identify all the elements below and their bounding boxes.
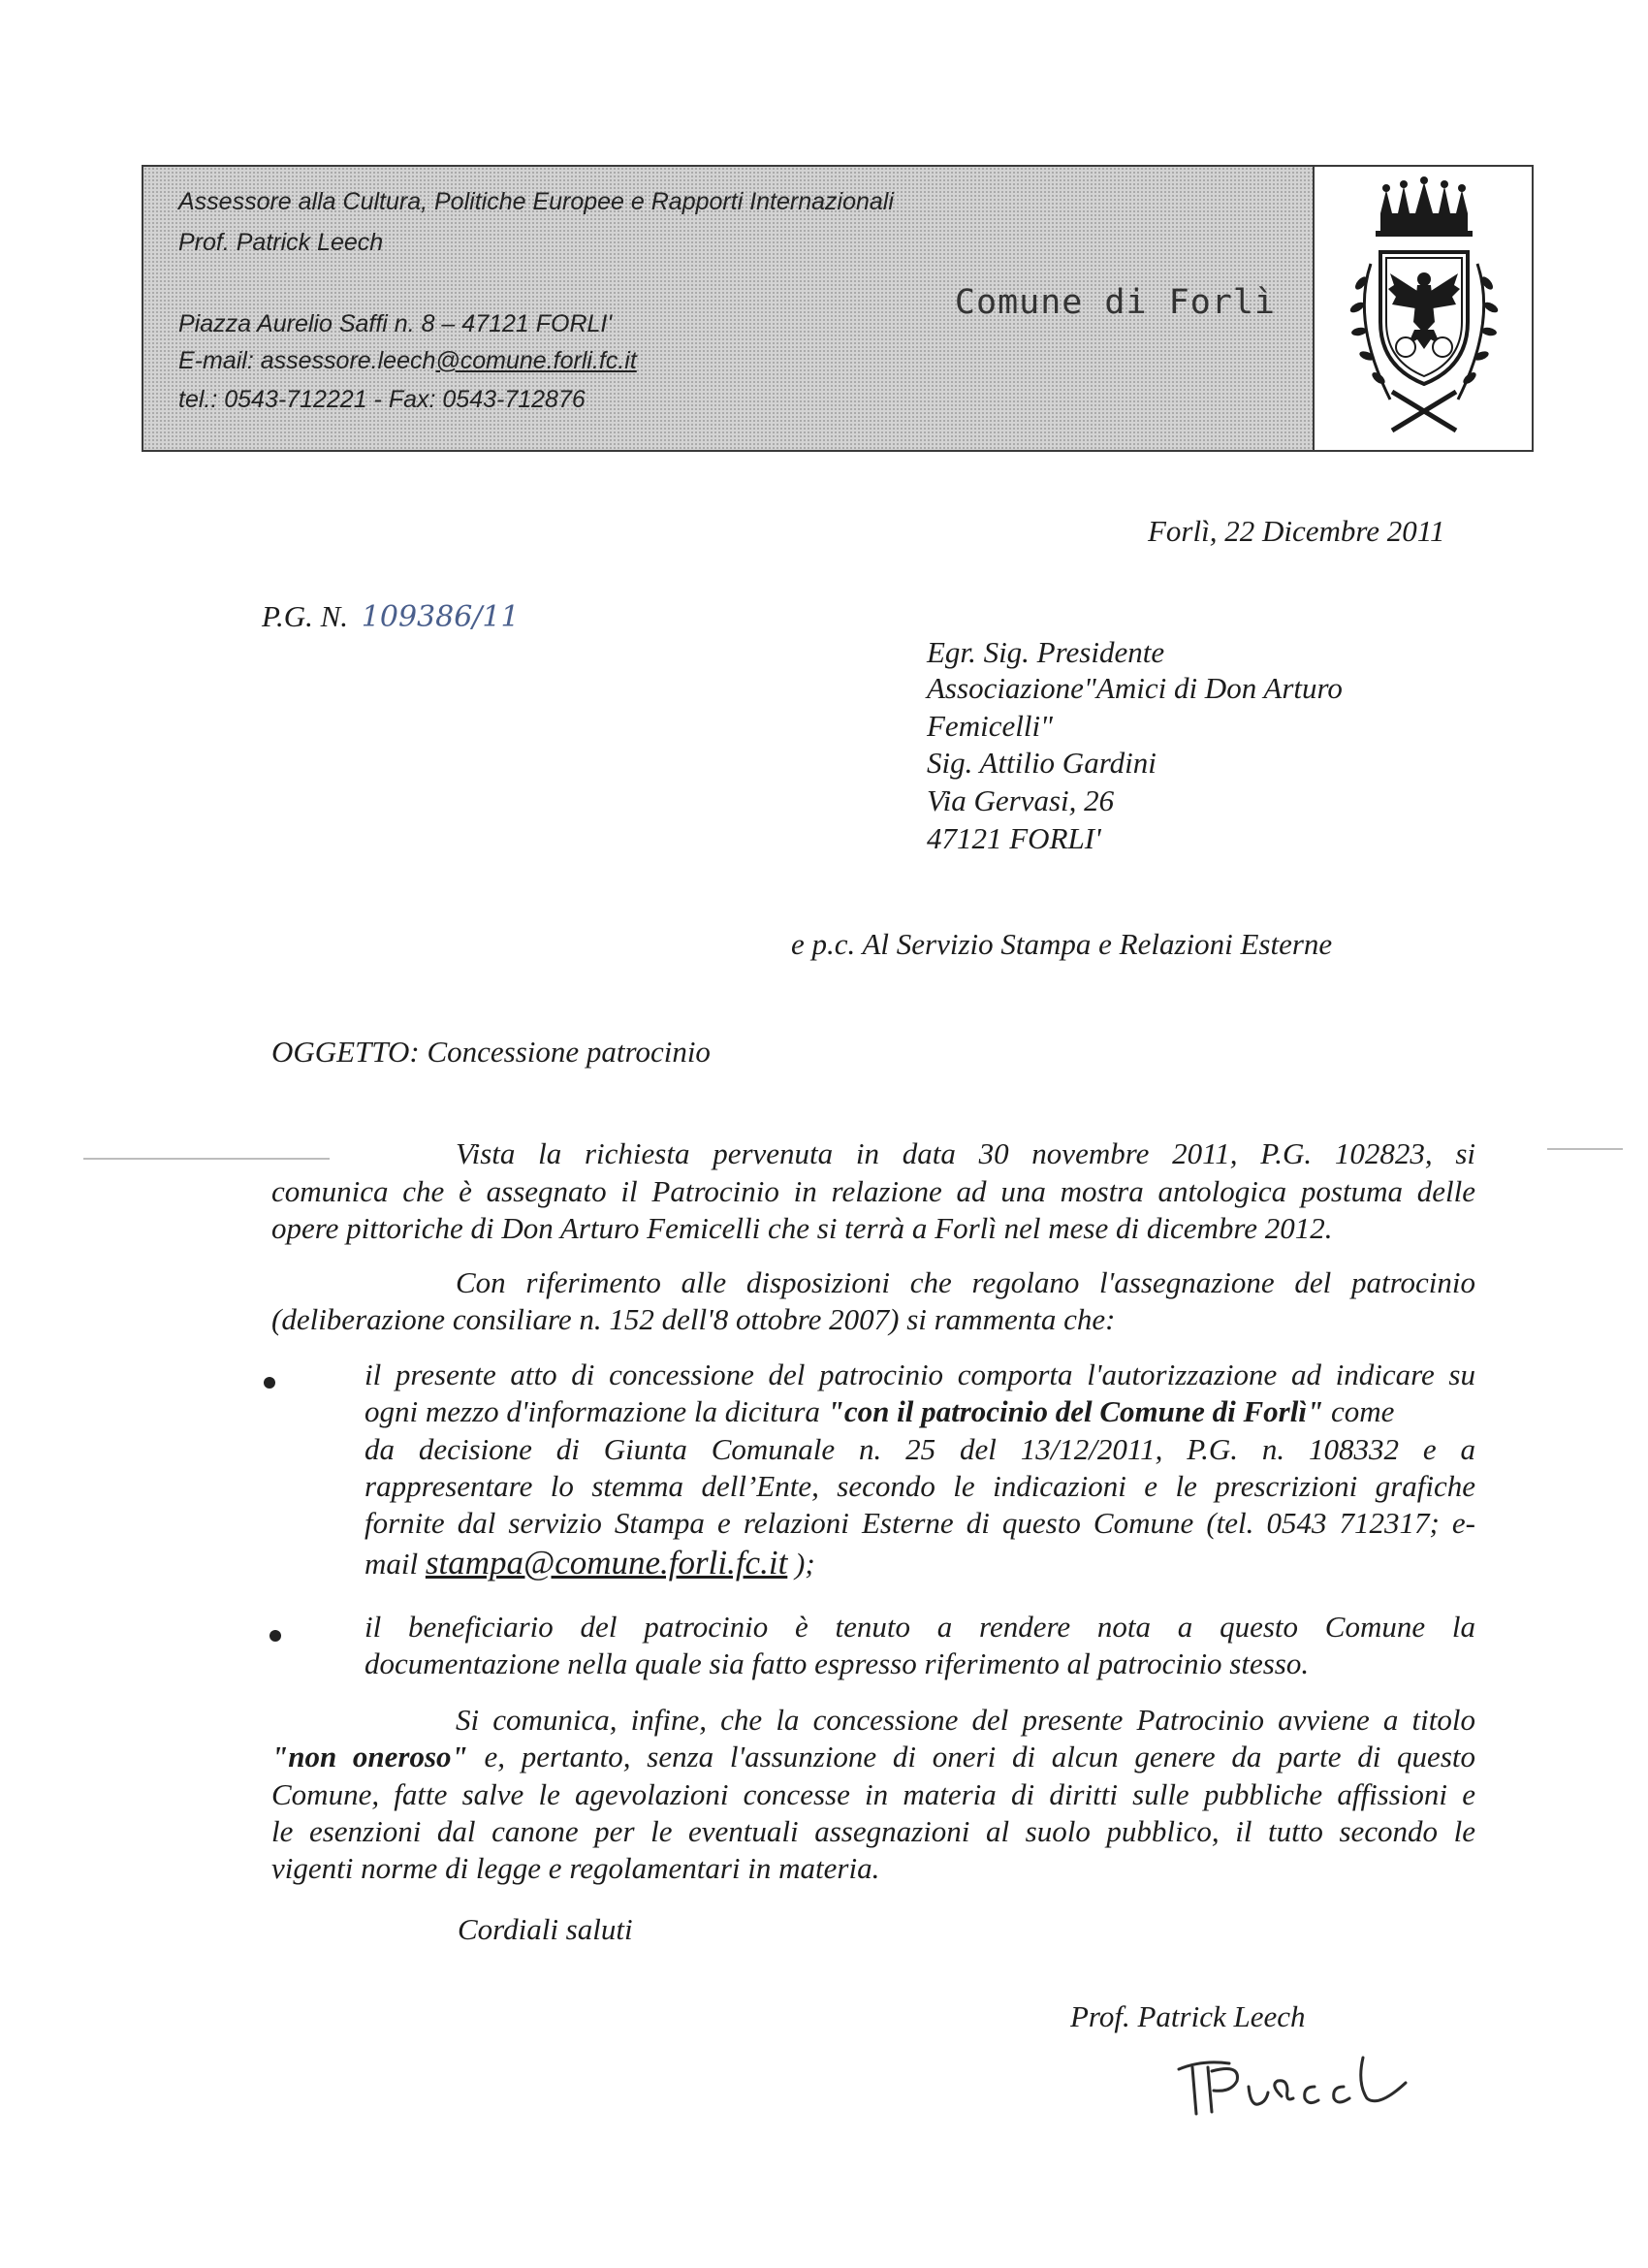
bullet1-line-2: ogni mezzo d'informazione la dicitura "con il patrocinio del Comune di Forlì" come (364, 1394, 1395, 1428)
protocol-label: P.G. N. (262, 599, 349, 633)
recipient-line-3: Femicelli" (927, 709, 1054, 743)
bullet1-line-3: da decisione di Giunta Comunale n. 25 del 13/12/2011, P.G. n. 108332 e a (364, 1432, 1475, 1466)
para3-line-5: vigenti norme di legge e regolamentari in materia. (271, 1851, 880, 1885)
scan-mark-left (83, 1158, 330, 1160)
patronage-phrase: "con il patrocinio del Comune di Forlì" (827, 1394, 1324, 1428)
office-address: Piazza Aurelio Saffi n. 8 – 47121 FORLI' (178, 310, 613, 337)
office-phone: tel.: 0543-712221 - Fax: 0543-712876 (178, 386, 586, 413)
para3-line-2: "non oneroso" e, pertanto, senza l'assunzione di oneri di alcun genere da parte di questo (271, 1740, 1475, 1773)
scan-mark-right (1547, 1148, 1623, 1150)
signature-image (1173, 2048, 1425, 2125)
bullet-1-marker (264, 1377, 275, 1389)
para1-line-2: comunica che è assegnato il Patrocinio in relazione ad una mostra antologica postuma delle (271, 1174, 1475, 1208)
letter-date: Forlì, 22 Dicembre 2011 (1148, 514, 1445, 548)
recipient-line-6: 47121 FORLI' (927, 821, 1101, 855)
coat-of-arms-icon (1322, 176, 1526, 444)
para2-line-1: Con riferimento alle disposizioni che regolano l'assegnazione del patrocinio (456, 1265, 1475, 1299)
recipient-line-1: Egr. Sig. Presidente (927, 635, 1165, 669)
bullet1-line-6: mail stampa@comune.forli.fc.it ); (364, 1544, 815, 1581)
bullet1-line-1: il presente atto di concessione del patrocinio comporta l'autorizzazione ad indicare su (364, 1358, 1475, 1391)
closing-salutation: Cordiali saluti (458, 1912, 633, 1946)
recipient-line-4: Sig. Attilio Gardini (927, 746, 1157, 780)
bullet1-line-4: rappresentare lo stemma dell’Ente, secondo le indicazioni e le prescrizioni grafiche (364, 1469, 1475, 1503)
recipient-line-2: Associazione"Amici di Don Arturo (927, 671, 1343, 705)
recipient-line-5: Via Gervasi, 26 (927, 783, 1115, 817)
bullet2-line-2: documentazione nella quale sia fatto espresso riferimento al patrocinio stesso. (364, 1646, 1310, 1680)
para3-line-3: Comune, fatte salve le agevolazioni concesse in materia di diritti sulle pubbliche affissioni e (271, 1777, 1475, 1811)
press-email-link[interactable]: stampa@comune.forli.fc.it (425, 1544, 788, 1581)
letterhead (142, 165, 1534, 452)
protocol-number (262, 599, 520, 634)
subject-line: OGGETTO: Concessione patrocinio (271, 1035, 711, 1069)
para2-line-2: (deliberazione consiliare n. 152 dell'8 ottobre 2007) si rammenta che: (271, 1302, 1116, 1336)
bullet2-line-1: il beneficiario del patrocinio è tenuto a rendere nota a questo Comune la (364, 1610, 1475, 1644)
email-link[interactable]: @comune.forli.fc.it (435, 347, 637, 374)
comune-name: Comune di Forlì (954, 283, 1276, 322)
signatory-name: Prof. Patrick Leech (1070, 1999, 1306, 2033)
office-email: E-mail: assessore.leech@comune.forli.fc.it (178, 347, 637, 374)
protocol-handwritten: 109386/11 (361, 600, 520, 634)
assessor-title: Assessore alla Cultura, Politiche Europee e Rapporti Internazionali (178, 188, 894, 215)
crest-panel (1315, 167, 1532, 450)
letterhead-info-panel (143, 167, 1315, 450)
para3-line-1: Si comunica, infine, che la concessione del presente Patrocinio avviene a titolo (456, 1703, 1475, 1737)
bullet1-line-5: fornite dal servizio Stampa e relazioni Esterne di questo Comune (tel. 0543 712317; e- (364, 1506, 1475, 1540)
para3-line-4: le esenzioni dal canone per le eventuali assegnazioni al suolo pubblico, il tutto secondo le (271, 1814, 1475, 1848)
bullet-2-marker (269, 1630, 281, 1642)
non-oneroso-phrase: "non oneroso" (271, 1740, 468, 1773)
para1-line-1: Vista la richiesta pervenuta in data 30 novembre 2011, P.G. 102823, si (456, 1136, 1475, 1170)
para1-line-3: opere pittoriche di Don Arturo Femicelli che si terrà a Forlì nel mese di dicembre 2012. (271, 1211, 1333, 1245)
cc-line: e p.c. Al Servizio Stampa e Relazioni Esterne (791, 927, 1333, 961)
assessor-name: Prof. Patrick Leech (178, 229, 384, 256)
